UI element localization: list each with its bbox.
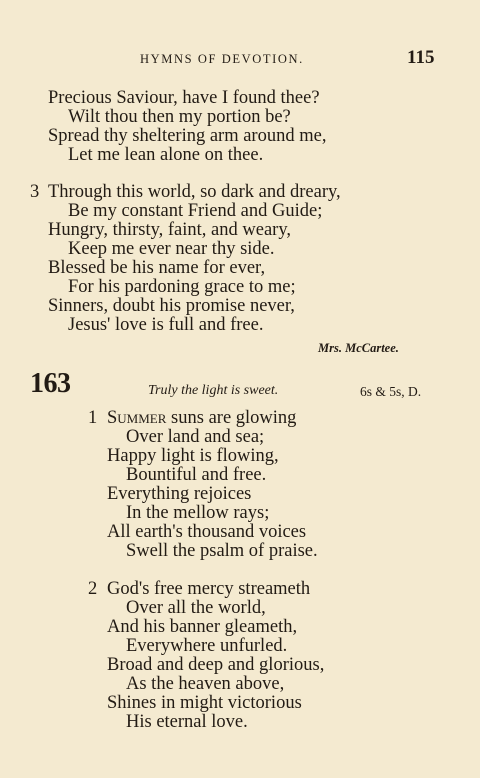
stanza-number: 3 — [30, 182, 40, 202]
first-word: Summer — [107, 408, 167, 428]
verse-line: Keep me ever near thy side. — [68, 239, 275, 259]
verse-line: Let me lean alone on thee. — [68, 145, 264, 165]
verse-line: As the heaven above, — [126, 674, 285, 694]
verse-line: Be my constant Friend and Guide; — [68, 201, 323, 221]
verse-line: For his pardoning grace to me; — [68, 277, 296, 297]
verse-line: In the mellow rays; — [126, 503, 270, 523]
verse-line: Spread thy sheltering arm around me, — [48, 126, 327, 146]
verse-line: Hungry, thirsty, faint, and weary, — [48, 220, 292, 240]
page-number: 115 — [407, 47, 435, 68]
verse-line: Over land and sea; — [126, 427, 265, 447]
verse-line: Swell the psalm of praise. — [126, 541, 318, 561]
verse-line: Through this world, so dark and dreary, — [48, 182, 341, 202]
verse-line: Sinners, doubt his promise never, — [48, 296, 295, 316]
stanza-number: 1 — [88, 408, 98, 428]
verse-line: Everything rejoices — [107, 484, 252, 504]
hymn-title: Truly the light is sweet. — [148, 383, 279, 398]
running-head: HYMNS OF DEVOTION. — [140, 52, 304, 66]
verse-line: Shines in might victorious — [107, 693, 302, 713]
verse-line — [107, 408, 296, 428]
verse-line: His eternal love. — [126, 712, 248, 732]
verse-line: Precious Saviour, have I found thee? — [48, 88, 320, 108]
verse-line: Over all the world, — [126, 598, 266, 618]
verse-line: And his banner gleameth, — [107, 617, 298, 637]
verse-line: Bountiful and free. — [126, 465, 267, 485]
verse-line: God's free mercy streameth — [107, 579, 311, 599]
verse-line: Everywhere unfurled. — [126, 636, 288, 656]
author-credit: Mrs. McCartee. — [318, 341, 399, 355]
verse-line: Broad and deep and glorious, — [107, 655, 325, 675]
verse-line: Blessed be his name for ever, — [48, 258, 266, 278]
verse-line: All earth's thousand voices — [107, 522, 307, 542]
first-line-rest: suns are glowing — [166, 408, 297, 428]
verse-line: Wilt thou then my portion be? — [68, 107, 291, 127]
hymn-number: 163 — [30, 368, 71, 399]
hymn-meter: 6s & 5s, D. — [360, 384, 422, 399]
verse-line: Jesus' love is full and free. — [68, 315, 264, 335]
verse-line: Happy light is flowing, — [107, 446, 279, 466]
stanza-number: 2 — [88, 579, 98, 599]
